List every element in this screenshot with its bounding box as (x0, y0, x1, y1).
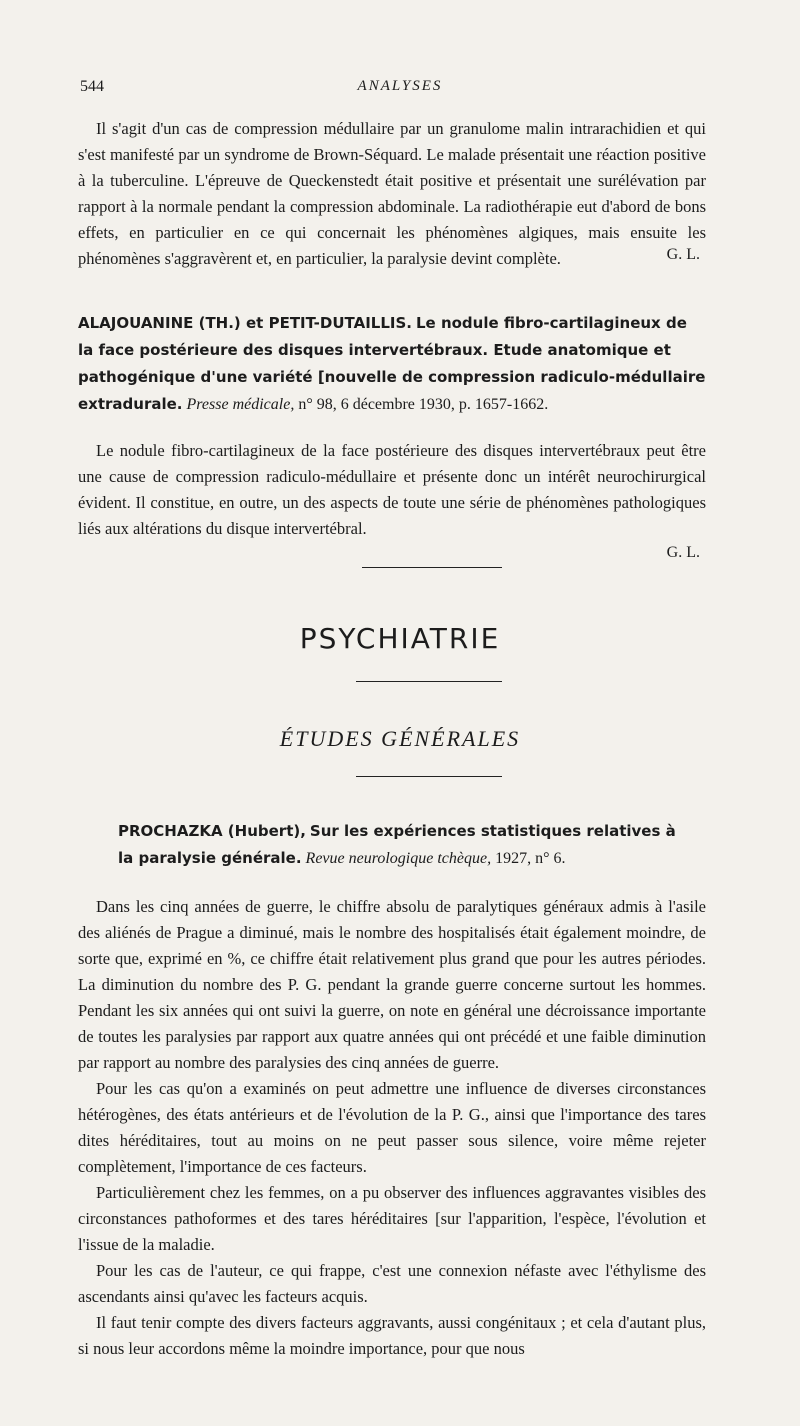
article-3-paragraph: Pour les cas qu'on a examinés on peut admettre une influence de diverses circonstances hétérogènes, des états antérieurs et de l'évolution de la P. G., ainsi que l'importance des tares dites héréditaires, tout au moins on ne peut passer sous silence, voire même rejeter complètement, l'importance de ces facteurs. (78, 1079, 706, 1176)
article-3-authors: PROCHAZKA (Hubert), (118, 822, 306, 840)
section-divider-middle (356, 681, 502, 682)
article-2-signature: G. L. (666, 544, 700, 561)
section-divider-bottom (356, 776, 502, 777)
section-title: PSYCHIATRIE (299, 622, 501, 655)
article-3-paragraph: Il faut tenir compte des divers facteurs aggravants, aussi congénitaux ; et cela d'autant plus, si nous leur accordons même la moindre importance, pour que nous (78, 1313, 706, 1358)
section-divider-top (362, 567, 502, 568)
article-2-reference (78, 310, 706, 418)
article-3-journal: Revue neurologique tchèque, (305, 850, 492, 867)
article-2-journal: Presse médicale, (186, 396, 295, 413)
article-2-body: Le nodule fibro-cartilagineux de la face postérieure des disques intervertébraux peut être une cause de compression radiculo-médullaire et présente donc un intérêt neurochirurgical évident. Il constitue, en outre, un des aspects de toute une série de phénomènes pathologiques liés aux altérations du disque intervertébral. (78, 441, 706, 538)
article-3-title: Sur les expériences statistiques relatives à la paralysie générale. (118, 822, 676, 867)
article-3-paragraph: Dans les cinq années de guerre, le chiffre absolu de paralytiques généraux admis à l'asile des aliénés de Prague a diminué, mais le nombre des hospitalisés était également moindre, de sorte que, exprimé en %, ce chiffre était relativement plus grand que pour les autres périodes. La diminution du nombre des P. G. pendant la grande guerre concerne surtout les hommes. Pendant les six années qui ont suivi la guerre, on note en général une décroissance importante de toutes les paralysies par rapport aux quatre années qui ont précédé et une faible diminution par rapport au nombre des paralysies des cinq années de guerre. (78, 897, 706, 1072)
article-1-signature: G. L. (666, 246, 700, 263)
article-3-paragraph: Particulièrement chez les femmes, on a pu observer des influences aggravantes visibles des circonstances pathoformes et des tares héréditaires [sur l'apparition, l'espèce, l'évolution et l'issue de la maladie. (78, 1183, 706, 1254)
article-3-citation: 1927, n° 6. (495, 850, 566, 867)
running-head: ANALYSES (357, 78, 443, 94)
page-header (0, 78, 800, 102)
article-3-body (78, 894, 706, 1362)
article-1-body: Il s'agit d'un cas de compression médullaire par un granulome malin intrarachidien et qui s'est manifesté par un syndrome de Brown-Séquard. Le malade présentait une réaction positive à la tuberculine. L'épreuve de Queckenstedt était positive et présentait une surélévation par rapport à la normale pendant la compression abdominale. La radiothérapie eut d'abord de bons effets, en particulier en ce qui concernait les phénomènes algiques, mais ensuite les phénomènes s'aggravèrent et, en particulier, la paralysie devint complète. (78, 119, 706, 268)
article-1 (78, 116, 706, 268)
subsection-title: ÉTUDES GÉNÉRALES (279, 726, 521, 751)
article-3 (78, 818, 706, 1362)
article-2-title: Le nodule fibro-cartilagineux de la face postérieure des disques intervertébraux. Etude anatomique et pathogénique d'une variété [nouvelle de compression radiculo-médullaire extradurale. (78, 314, 706, 413)
article-2-citation: n° 98, 6 décembre 1930, p. 1657-1662. (298, 396, 549, 413)
article-3-reference (78, 818, 706, 872)
page-number: 544 (80, 78, 104, 95)
article-2-authors: ALAJOUANINE (TH.) et PETIT-DUTAILLIS. (78, 314, 412, 332)
article-3-paragraph: Pour les cas de l'auteur, ce qui frappe, c'est une connexion néfaste avec l'éthylisme des ascendants ainsi qu'avec les facteurs acquis. (78, 1261, 706, 1306)
article-2 (78, 310, 706, 562)
